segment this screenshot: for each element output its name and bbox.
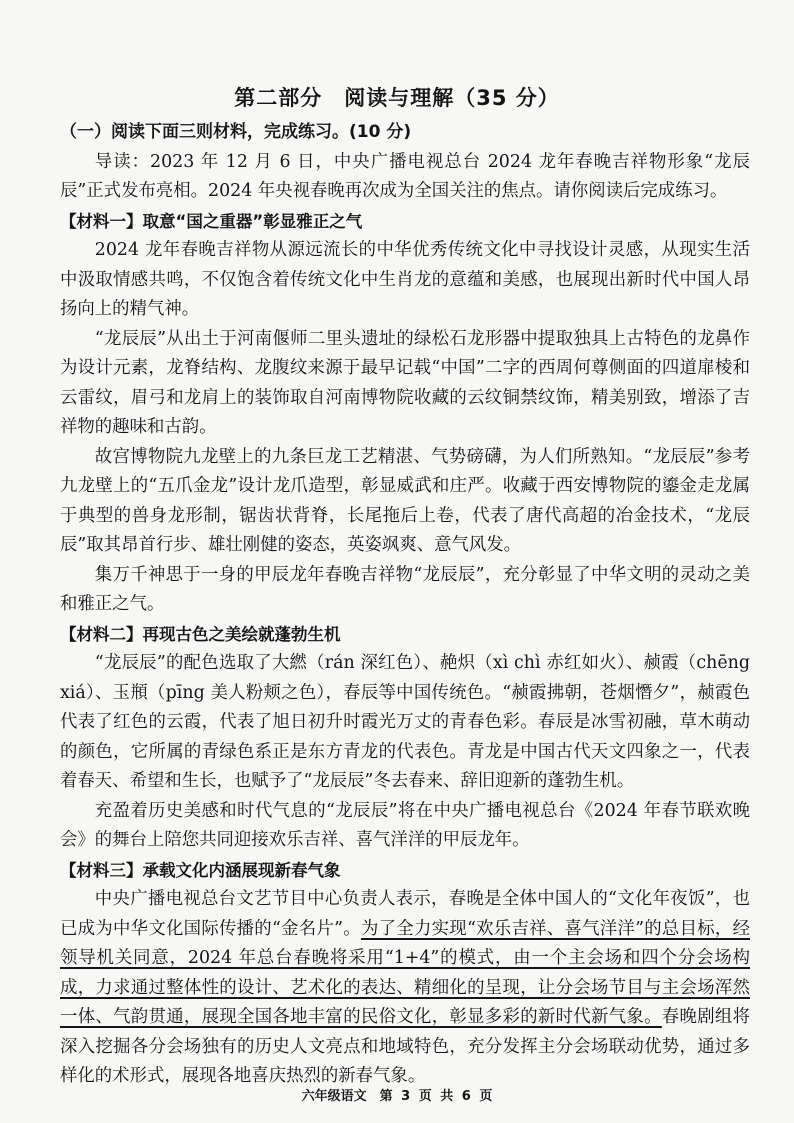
section-heading: （一）阅读下面三则材料，完成练习。(10 分) [60,122,412,142]
material1-paragraph-4: 集万千神思于一身的甲辰龙年春晚吉祥物“龙辰辰”，充分彰显了中华文明的灵动之美和雅正之气。 [60,564,750,614]
material2-paragraph-2: 充盈着历史美感和时代气息的“龙辰辰”将在中央广播电视总台《2024 年春节联欢晚会》的舞台上陪您共同迎接欢乐吉祥、喜气洋洋的甲辰龙年。 [60,800,750,850]
reading-content [60,118,750,1092]
material3-heading: 【材料三】承载文化内涵展现新春气象 [60,860,341,880]
intro-paragraph: 导读：2023 年 12 月 6 日，中央广播电视总台 2024 龙年春晚吉祥物形象“龙辰辰”正式发布亮相。2024 年央视春晚再次成为全国关注的焦点。请你阅读后完成练习。 [60,151,750,201]
material3-underlined-text: 为了全力实现“欢乐吉祥、喜气洋洋”的总目标，经领导机关同意，2024 年总台春晚将采用“1+4”的模式，由一个主会场和四个分会场构成，力求通过整体性的设计、艺术化的表达、精细化的呈现，让分会场节目与主会场浑然一体、气韵贯通，展现全国各地丰富的民俗文化，彰显多彩的新时代新气象。 [60,918,750,1027]
material1-paragraph-1: 2024 龙年春晚吉祥物从源远流长的中华优秀传统文化中寻找设计灵感，从现实生活中汲取情感共鸣，不仅饱含着传统文化中生肖龙的意蕴和美感，也展现出新时代中国人昂扬向上的精气神。 [60,240,750,319]
material3-text-after: 春晚剧组将深入挖掘各分会场独有的历史人文亮点和地域特色，充分发挥主分会场联动优势，通过多样化的术形式，展现各地喜庆热烈的新春气象。 [60,1007,750,1086]
material3-paragraph [60,885,750,1092]
page-footer: 六年级语文 第 3 页 共 6 页 [301,1089,493,1104]
material2-paragraph-1: “龙辰辰”的配色选取了大繎（rán 深红色）、赩炽（xì chì 赤红如火）、赪霞（chēng xiá）、玉頩（pīng 美人粉颊之色），春辰等中国传统色。“赪霞拂朝，苍烟憯夕”，赪霞色代表了红色的云霞，代表了旭日初升时霞光万丈的青春色彩。春辰是冰雪初融，草木萌动的颜色，它所属的青绿色系正是东方青龙的代表色。青龙是中国古代天文四象之一，代表着春天、希望和生长，也赋予了“龙辰辰”冬去春来、辞旧迎新的蓬勃生机。 [60,653,750,791]
material1-heading: 【材料一】取意“国之重器”彰显雅正之气 [60,211,363,231]
material3-text-before: 中央广播电视总台文艺节目中心负责人表示，春晚是全体中国人的“文化年夜饭”，也已成为中华文化国际传播的“金名片”。 [60,889,750,939]
page-title: 第二部分 阅读与理解（35 分） [234,86,560,110]
material1-paragraph-2: “龙辰辰”从出土于河南偃师二里头遗址的绿松石龙形器中提取独具上古特色的龙鼻作为设计元素，龙脊结构、龙腹纹来源于最早记载“中国”二字的西周何尊侧面的四道扉棱和云雷纹，眉弓和龙肩上的装饰取自河南博物院收藏的云纹铜禁纹饰，精美别致，增添了吉祥物的趣味和古韵。 [60,328,750,437]
material2-heading: 【材料二】再现古色之美绘就蓬勃生机 [60,624,341,644]
material1-paragraph-3: 故宫博物院九龙壁上的九条巨龙工艺精湛、气势磅礴，为人们所熟知。“龙辰辰”参考九龙壁上的“五爪金龙”设计龙爪造型，彰显威武和庄严。收藏于西安博物院的鎏金走龙属于典型的兽身龙形制，锯齿状背脊，长尾拖后上卷，代表了唐代高超的冶金技术，“龙辰辰”取其昂首行步、雄壮刚健的姿态，英姿飒爽、意气风发。 [60,446,750,555]
